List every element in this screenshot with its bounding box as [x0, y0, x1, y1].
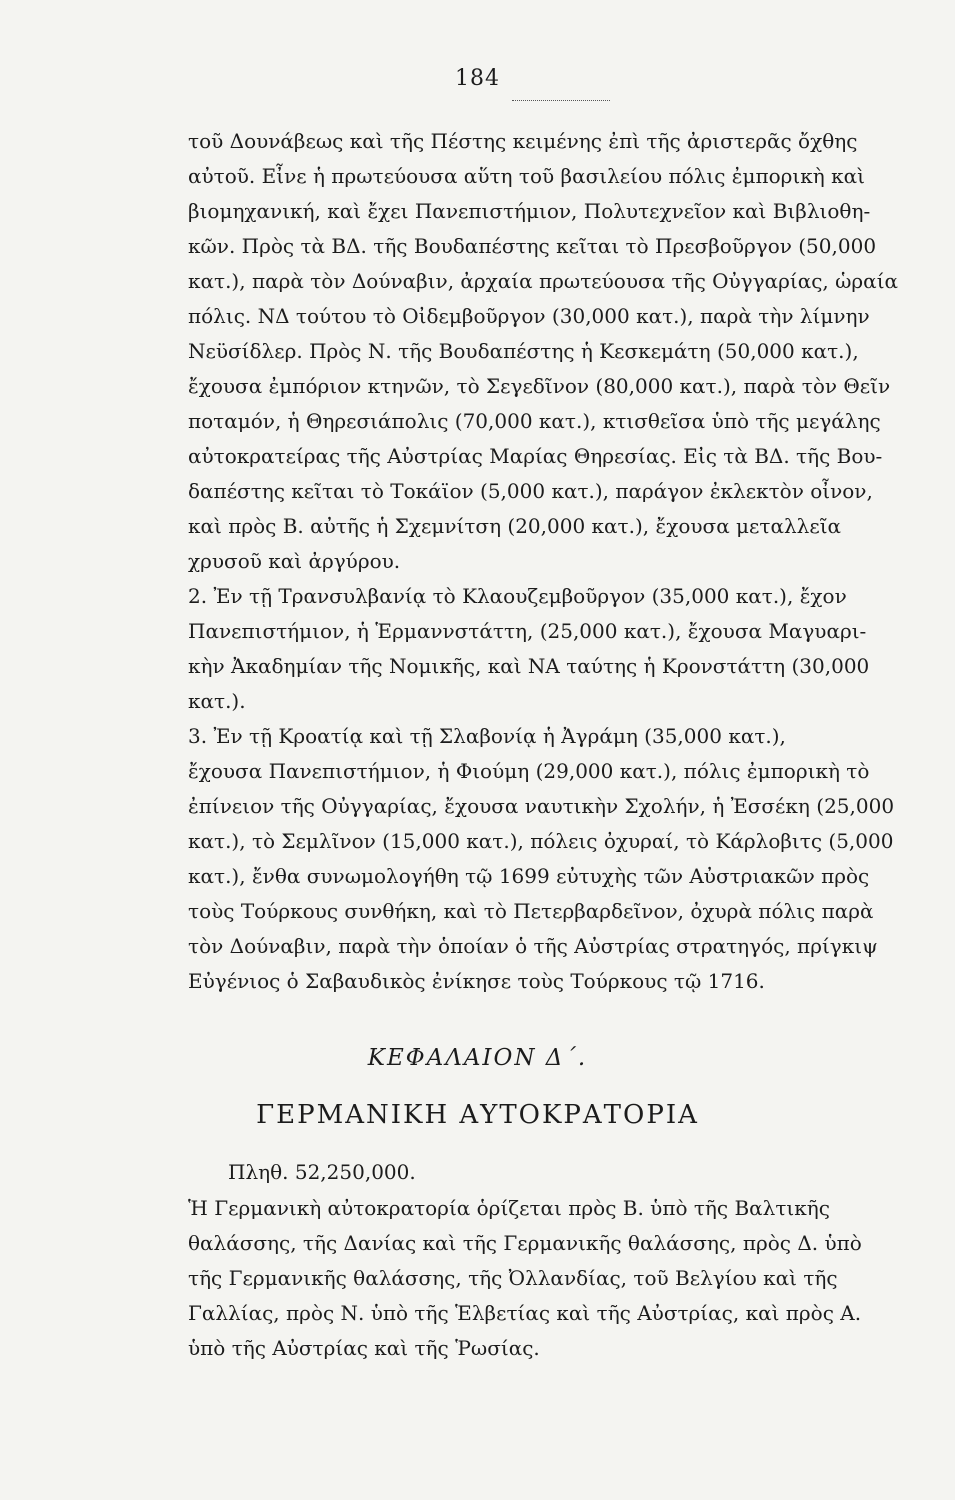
text-line: θαλάσσης, τῆς Δανίας καὶ τῆς Γερμανικῆς θαλάσσης, πρὸς Δ. ὑπὸ	[188, 1231, 862, 1255]
text-line: κῶν. Πρὸς τὰ ΒΔ. τῆς Βουδαπέστης κεῖται τὸ Πρεσβοῦργον (50,000	[188, 234, 877, 258]
text-line: τὸν Δούναβιν, παρὰ τὴν ὁποίαν ὁ τῆς Αὐστρίας στρατηγός, πρίγκιψ	[188, 934, 878, 958]
text-line: βιομηχανική, καὶ ἔχει Πανεπιστήμιον, Πολυτεχνεῖον καὶ Βιβλιοθη-	[188, 199, 871, 223]
text-line: αὐτοῦ. Εἶνε ἡ πρωτεύουσα αὕτη τοῦ βασιλείου πόλις ἐμπορικὴ καὶ	[188, 164, 865, 188]
header-divider	[512, 100, 610, 101]
text-line: αὐτοκρατείρας τῆς Αὐστρίας Μαρίας Θηρεσίας. Εἰς τὰ ΒΔ. τῆς Βου-	[188, 444, 883, 468]
text-line: χρυσοῦ καὶ ἀργύρου.	[188, 549, 401, 573]
text-line: Γαλλίας, πρὸς Ν. ὑπὸ τῆς Ἑλβετίας καὶ τῆς Αὐστρίας, καὶ πρὸς Α.	[188, 1301, 862, 1325]
text-line: πόλις. ΝΔ τούτου τὸ Οἰδεμβοῦργον (30,000 κατ.), παρὰ τὴν λίμνην	[188, 304, 870, 328]
text-line: Πανεπιστήμιον, ἡ Ἑρμαννστάττη, (25,000 κατ.), ἔχουσα Μαγυαρι-	[188, 619, 867, 643]
text-line: Εὐγένιος ὁ Σαβαυδικὸς ἐνίκησε τοὺς Τούρκους τῷ 1716.	[188, 969, 765, 993]
text-line: 2. Ἐν τῇ Τρανσυλβανίᾳ τὸ Κλαουζεμβοῦργον (35,000 κατ.), ἔχον	[188, 584, 847, 608]
chapter-heading: ΚΕΦΑΛΑΙΟΝ Δ΄.	[367, 1045, 588, 1071]
text-line: ποταμόν, ἡ Θηρεσιάπολις (70,000 κατ.), κτισθεῖσα ὑπὸ τῆς μεγάλης	[188, 409, 881, 433]
text-line: Ἡ Γερμανικὴ αὐτοκρατορία ὁρίζεται πρὸς Β. ὑπὸ τῆς Βαλτικῆς	[188, 1196, 830, 1220]
population-line: Πληθ. 52,250,000.	[228, 1160, 416, 1184]
text-line: ἐπίνειον τῆς Οὐγγαρίας, ἔχουσα ναυτικὴν Σχολήν, ἡ Ἐσσέκη (25,000	[188, 794, 895, 818]
page-number: 184	[455, 66, 500, 91]
text-line: δαπέστης κεῖται τὸ Τοκάϊον (5,000 κατ.), παράγον ἐκλεκτὸν οἶνον,	[188, 479, 873, 503]
text-line: κὴν Ἀκαδημίαν τῆς Νομικῆς, καὶ ΝΑ ταύτης ἡ Κρονστάττη (30,000	[188, 654, 870, 678]
text-line: κατ.), ἔνθα συνωμολογήθη τῷ 1699 εὐτυχὴς τῶν Αὐστριακῶν πρὸς	[188, 864, 870, 888]
text-line: καὶ πρὸς Β. αὐτῆς ἡ Σχεμνίτση (20,000 κατ.), ἔχουσα μεταλλεῖα	[188, 514, 842, 538]
text-line: ἔχουσα ἐμπόριον κτηνῶν, τὸ Σεγεδῖνον (80,000 κατ.), παρὰ τὸν Θεῖν	[188, 374, 891, 398]
text-line: κατ.), τὸ Σεμλῖνον (15,000 κατ.), πόλεις ὀχυραί, τὸ Κάρλοβιτς (5,000	[188, 829, 894, 853]
text-line: ὑπὸ τῆς Αὐστρίας καὶ τῆς Ῥωσίας.	[188, 1336, 540, 1360]
text-line: τοῦ Δουνάβεως καὶ τῆς Πέστης κειμένης ἐπὶ τῆς ἀριστερᾶς ὄχθης	[188, 129, 858, 153]
text-line: ἔχουσα Πανεπιστήμιον, ἡ Φιούμη (29,000 κατ.), πόλις ἐμπορικὴ τὸ	[188, 759, 870, 783]
text-line: Νεϋσίδλερ. Πρὸς Ν. τῆς Βουδαπέστης ἡ Κεσκεμάτη (50,000 κατ.),	[188, 339, 859, 363]
chapter-title: ΓΕΡΜΑΝΙΚΗ ΑΥΤΟΚΡΑΤΟΡΙΑ	[256, 1100, 699, 1130]
text-line: κατ.), παρὰ τὸν Δούναβιν, ἀρχαία πρωτεύουσα τῆς Οὐγγαρίας, ὡραία	[188, 269, 899, 293]
text-line: τοὺς Τούρκους συνθήκη, καὶ τὸ Πετερβαρδεῖνον, ὀχυρὰ πόλις παρὰ	[188, 899, 874, 923]
text-line: κατ.).	[188, 689, 246, 713]
text-line: 3. Ἐν τῇ Κροατίᾳ καὶ τῇ Σλαβονίᾳ ἡ Ἀγράμη (35,000 κατ.),	[188, 724, 786, 748]
text-line: τῆς Γερμανικῆς θαλάσσης, τῆς Ὀλλανδίας, τοῦ Βελγίου καὶ τῆς	[188, 1266, 838, 1290]
